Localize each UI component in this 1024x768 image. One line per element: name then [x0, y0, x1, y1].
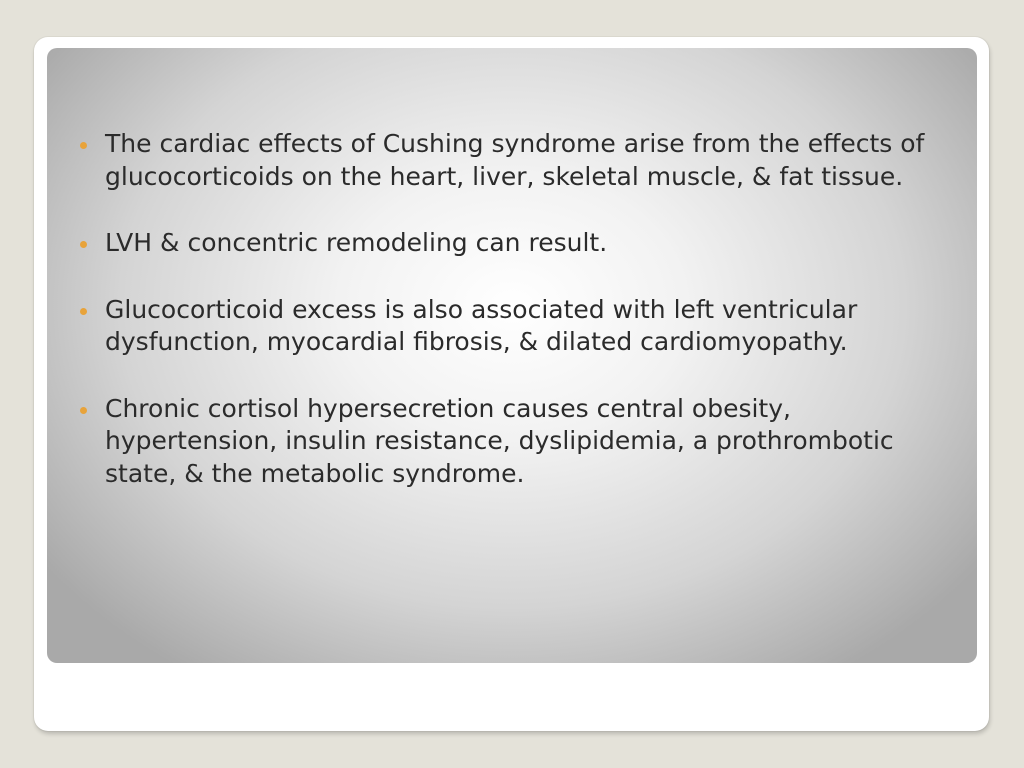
bullet-text: LVH & concentric remodeling can result. — [105, 228, 608, 257]
bullet-dot-icon — [80, 407, 87, 414]
bullet-text: Chronic cortisol hypersecretion causes central obesity, hypertension, insulin resistance, dyslipidemia, a prothrombotic state, & the metabolic syndrome. — [105, 393, 894, 488]
bullet-dot-icon — [80, 142, 87, 149]
bullet-item — [80, 227, 965, 260]
content-panel — [47, 48, 977, 663]
bullet-dot-icon — [80, 241, 87, 248]
bullet-item — [80, 294, 965, 359]
bullet-item — [80, 128, 965, 193]
slide-frame — [34, 37, 989, 731]
bullet-text: Glucocorticoid excess is also associated with left ventricular dysfunction, myocardial fibrosis, & dilated cardiomyopathy. — [105, 294, 858, 356]
bullet-dot-icon — [80, 308, 87, 315]
bullet-text: The cardiac effects of Cushing syndrome arise from the effects of glucocorticoids on the heart, liver, skeletal muscle, & fat tissue. — [105, 129, 925, 191]
bullet-list — [80, 128, 965, 524]
bullet-item — [80, 393, 965, 491]
